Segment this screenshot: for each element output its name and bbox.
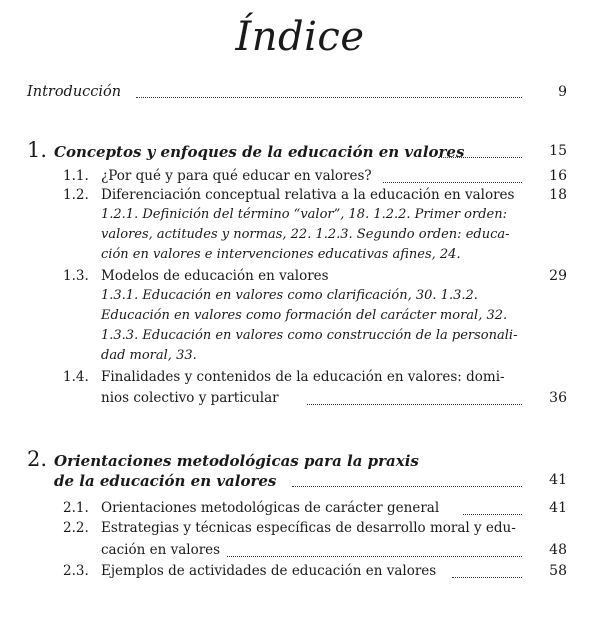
chapter-2-number: 2. (27, 447, 48, 471)
chapter-1-page[interactable]: 15 (549, 143, 567, 159)
subsection-line: Educación en valores como formación del carácter moral, 32. (101, 308, 508, 323)
chapter-1-title[interactable]: Conceptos y enfoques de la educación en valores (54, 143, 465, 161)
section-1-2-title[interactable]: Diferenciación conceptual relativa a la educación en valores (101, 187, 515, 203)
section-2-1-number: 2.1. (63, 500, 89, 516)
subsection-line: 1.3.3. Educación en valores como construcción de la personali- (101, 328, 518, 343)
section-2-1-page[interactable]: 41 (549, 500, 567, 516)
section-1-4-title[interactable]: Finalidades y contenidos de la educación en valores: domi- (101, 369, 505, 385)
subsection-line: dad moral, 33. (101, 348, 197, 363)
section-2-2-title[interactable]: Estrategias y técnicas específicas de desarrollo moral y edu- (101, 520, 516, 536)
section-1-2-page[interactable]: 18 (549, 187, 567, 203)
section-2-1-title[interactable]: Orientaciones metodológicas de carácter general (101, 500, 440, 516)
section-2-2-page[interactable]: 48 (549, 542, 567, 558)
section-1-1-number: 1.1. (63, 168, 89, 184)
section-1-3-number: 1.3. (63, 268, 89, 284)
section-1-2-number: 1.2. (63, 187, 89, 203)
dot-leader (307, 404, 522, 405)
section-1-3-page[interactable]: 29 (549, 268, 567, 284)
section-1-4-page[interactable]: 36 (549, 390, 567, 406)
chapter-2-title[interactable]: Orientaciones metodológicas para la praxis (54, 452, 419, 470)
section-2-3-number: 2.3. (63, 563, 89, 579)
dot-leader (292, 486, 522, 487)
chapter-2-page[interactable]: 41 (549, 472, 567, 488)
subsection-line: 1.3.1. Educación en valores como clarificación, 30. 1.3.2. (101, 288, 478, 303)
section-1-1-page[interactable]: 16 (549, 168, 567, 184)
dot-leader (452, 577, 522, 578)
chapter-2-title-cont[interactable]: de la educación en valores (54, 472, 277, 490)
section-2-2-title-cont[interactable]: cación en valores (101, 542, 221, 558)
toc-entry-introduccion-page[interactable]: 9 (558, 84, 567, 100)
subsection-line: ción en valores e intervenciones educativas afines, 24. (101, 247, 461, 262)
toc-entry-introduccion-label[interactable]: Introducción (27, 84, 122, 100)
subsection-line: valores, actitudes y normas, 22. 1.2.3. Segundo orden: educa- (101, 227, 510, 242)
section-1-3-title[interactable]: Modelos de educación en valores (101, 268, 329, 284)
subsection-line: 1.2.1. Definición del término “valor”, 18. 1.2.2. Primer orden: (101, 207, 507, 222)
dot-leader (463, 514, 522, 515)
dot-leader (438, 157, 522, 158)
section-1-4-number: 1.4. (63, 369, 89, 385)
dot-leader (383, 182, 522, 183)
section-1-1-title[interactable]: ¿Por qué y para qué educar en valores? (101, 168, 372, 184)
section-2-3-title[interactable]: Ejemplos de actividades de educación en valores (101, 563, 437, 579)
page-title: Índice (235, 14, 365, 60)
dot-leader (227, 556, 522, 557)
section-1-4-title-cont[interactable]: nios colectivo y particular (101, 390, 279, 406)
chapter-1-number: 1. (27, 138, 48, 162)
section-2-2-number: 2.2. (63, 520, 89, 536)
section-2-3-page[interactable]: 58 (549, 563, 567, 579)
dot-leader (136, 97, 522, 98)
